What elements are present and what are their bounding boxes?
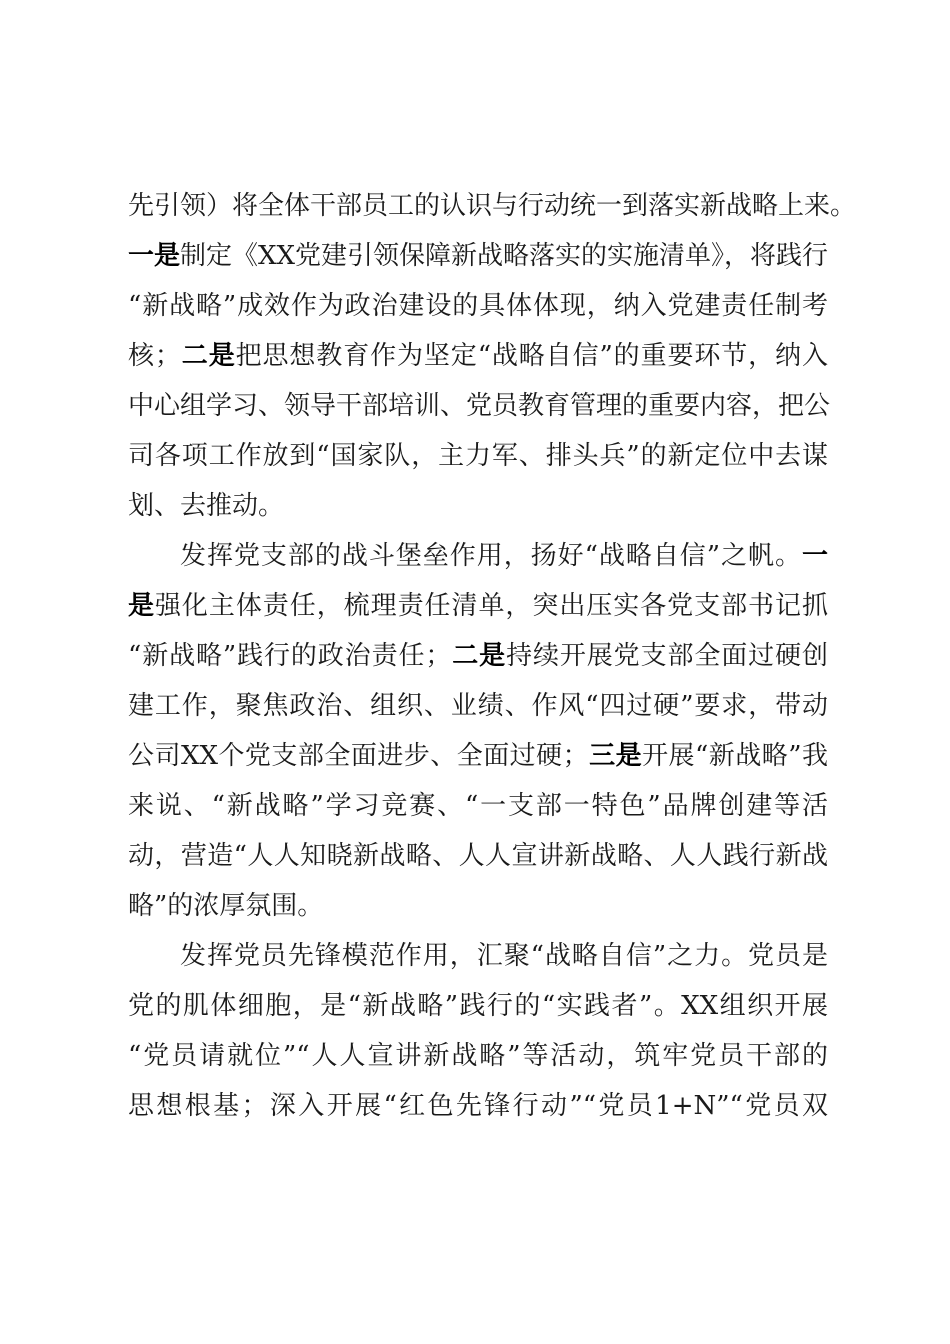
line-text: 思想根基；深入开展“红色先锋行动”“党员1+N”“党员双 [128, 1091, 828, 1121]
line-text: 发挥党员先锋模范作用，汇聚“战略自信”之力。党员是 [180, 941, 828, 971]
line-text: 公司XX个党支部全面进步、全面过硬； [128, 741, 589, 771]
text-line-9 [128, 586, 828, 626]
line-text: 动，营造“人人知晓新战略、人人宣讲新战略、人人践行新战 [128, 841, 828, 871]
text-line-13 [128, 786, 828, 826]
line-text: 略”的浓厚氛围。 [128, 891, 324, 921]
line-text: 来说、“新战略”学习竞赛、“一支部一特色”品牌创建等活 [128, 791, 828, 821]
line-text: 司各项工作放到“国家队，主力军、排头兵”的新定位中去谋 [128, 441, 828, 471]
text-line-14 [128, 836, 828, 876]
line-text: 发挥党支部的战斗堡垒作用，扬好“战略自信”之帆。 [180, 541, 802, 571]
text-line-18 [128, 1036, 828, 1076]
bold-ordinal: 二是 [451, 641, 507, 671]
line-text: 强化主体责任，梳理责任清单，突出压实各党支部书记抓 [154, 591, 828, 621]
text-line-4 [128, 336, 828, 376]
line-text: 核； [128, 341, 181, 371]
bold-ordinal: 一 [801, 541, 828, 571]
line-text: 党的肌体细胞，是“新战略”践行的“实践者”。XX组织开展 [128, 991, 828, 1021]
text-line-7 [128, 486, 828, 526]
text-line-5 [128, 386, 831, 426]
bold-ordinal: 一是 [128, 241, 181, 271]
line-text: 中心组学习、领导干部培训、党员教育管理的重要内容，把公 [128, 391, 831, 421]
line-text: 制定《XX党建引领保障新战略落实的实施清单》，将践行 [180, 241, 829, 271]
line-text-cont: 持续开展党支部全面过硬创 [506, 641, 828, 671]
text-line-10 [128, 636, 828, 676]
bold-ordinal: 二是 [180, 341, 236, 371]
bold-ordinal: 三是 [588, 741, 643, 771]
text-line-6 [128, 436, 828, 476]
text-line-1 [128, 186, 857, 226]
line-text-cont: 把思想教育作为坚定“战略自信”的重要环节，纳入 [235, 341, 828, 371]
text-line-17 [128, 986, 828, 1026]
text-line-15 [128, 886, 828, 926]
line-text: 划、去推动。 [128, 491, 285, 521]
text-line-19 [128, 1086, 828, 1126]
text-line-2 [128, 236, 828, 276]
line-text: “党员请就位”“人人宣讲新战略”等活动，筑牢党员干部的 [128, 1041, 828, 1071]
text-line-16 [180, 936, 828, 976]
text-line-12 [128, 736, 828, 776]
text-line-8 [180, 536, 828, 576]
text-line-3 [128, 286, 828, 326]
line-text: “新战略”成效作为政治建设的具体体现，纳入党建责任制考 [128, 291, 828, 321]
line-text: 先引领）将全体干部员工的认识与行动统一到落实新战略上来。 [128, 191, 857, 221]
bold-ordinal: 是 [128, 591, 155, 621]
line-text: 建工作，聚焦政治、组织、业绩、作风“四过硬”要求，带动 [128, 691, 828, 721]
text-line-11 [128, 686, 828, 726]
line-text: “新战略”践行的政治责任； [128, 641, 452, 671]
line-text-cont: 开展“新战略”我 [642, 741, 828, 771]
